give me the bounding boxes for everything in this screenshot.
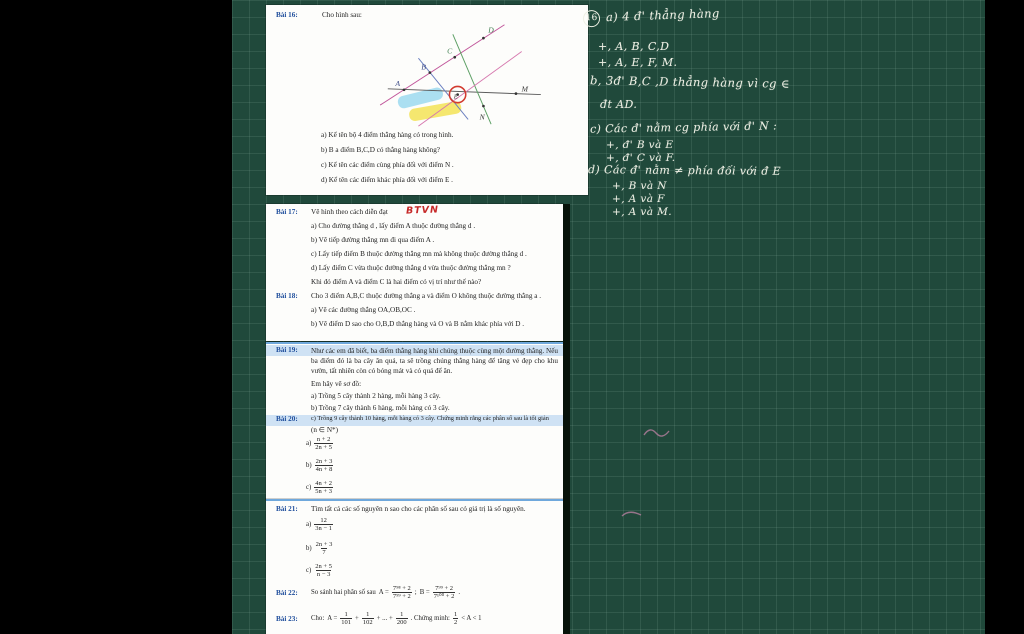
exercise-intro: c) Trồng 9 cây thành 10 hàng, mỗi hàng có 3 cây. Chứng minh rằng các phân số sau là tối giản bbox=[311, 415, 549, 422]
chalk-note: +, B và N bbox=[612, 180, 667, 192]
geometry-figure bbox=[361, 19, 581, 129]
point-label-C: C bbox=[447, 46, 453, 56]
fraction: $\frac{1}{2}$ bbox=[453, 611, 458, 627]
exercise-label: Bài 21: bbox=[276, 505, 298, 513]
exercise-item: d) Lấy điểm C vừa thuộc đường thẳng d vừa thuộc đường thẳng mn ? bbox=[311, 264, 511, 272]
fraction-row bbox=[306, 541, 333, 557]
fraction-row bbox=[306, 458, 333, 474]
chalk-note: +, đ' C và F. bbox=[606, 152, 676, 164]
exercise-item: b) Vẽ tiếp đường thẳng mn đi qua điểm A . bbox=[311, 236, 435, 244]
exercise-intro: Tìm tất cả các số nguyên n sao cho các phân số sau có giá trị là số nguyên. bbox=[311, 505, 526, 513]
worksheet-panel-bai21-23 bbox=[266, 499, 563, 634]
point-B bbox=[429, 71, 432, 74]
letterbox-right bbox=[985, 0, 1024, 634]
fraction: $\frac{2n + 3}{7}$ bbox=[315, 541, 333, 557]
handwritten-btvn: BTVN bbox=[405, 204, 440, 217]
point-D bbox=[482, 37, 485, 40]
fraction: $\frac{2n + 3}{4n + 8}$ bbox=[315, 458, 333, 474]
worksheet-panel-bai16 bbox=[266, 5, 588, 195]
exercise-condition: (n ∈ N*) bbox=[311, 426, 339, 434]
fraction-tag: b) bbox=[306, 462, 312, 470]
exercise-paragraph: Như các em đã biết, ba điểm thẳng hàng khi chúng thuộc cùng một đường thẳng. Nếu ba điểm đó là ba cây ăn quả, ta sẽ trồng chúng thẳng hàng để tăng vẻ đẹp cho khu vườn, tất nhiên còn có bóng mát và có quả để ăn. bbox=[311, 347, 558, 376]
fraction: $\frac{\text{7⁹⁹ + 2}}{\text{7¹⁰⁰ + 2}}$ bbox=[433, 585, 455, 601]
chalk-note: +, A và M. bbox=[612, 206, 673, 218]
fraction: $\frac{2n + 5}{n - 3}$ bbox=[315, 563, 332, 579]
operator: + bbox=[355, 615, 359, 623]
term-label: A = bbox=[378, 589, 389, 597]
point-label-M: M bbox=[521, 84, 529, 94]
worksheet-panel-bai19-20 bbox=[266, 342, 563, 499]
statement: . Chứng minh: bbox=[410, 615, 450, 623]
exercise-item: c) Lấy tiếp điểm B thuộc đường thẳng mn mà không thuộc đường thẳng d . bbox=[311, 250, 527, 258]
chalk-note: +, đ' B và E bbox=[606, 139, 674, 151]
exercise-item: b) Trồng 7 cây thành 6 hàng, mỗi hàng có 3 cây. bbox=[311, 404, 450, 412]
stray-mark bbox=[642, 425, 672, 439]
point-C bbox=[453, 56, 456, 59]
exercise-item: a) Cho đường thẳng d , lấy điểm A thuộc đường thẳng d . bbox=[311, 222, 476, 230]
term-label: A = bbox=[327, 615, 338, 623]
chalk-note: +, A, E, F, M. bbox=[598, 56, 678, 69]
fraction-tag: b) bbox=[306, 545, 312, 553]
exercise-item: c) Kể tên các điểm cùng phía đối với điểm N . bbox=[321, 161, 454, 169]
point-M bbox=[515, 92, 518, 95]
fraction: $\frac{1}{200}$ bbox=[396, 611, 407, 627]
chalk-note: c) Các đ' nằm cg phía với đ' N : bbox=[589, 119, 778, 136]
fraction-row bbox=[306, 436, 333, 452]
exercise-label: Bài 23: bbox=[276, 615, 298, 623]
statement: < A < 1 bbox=[461, 615, 482, 623]
exercise-item: d) Kể tên các điểm khác phía đối với điểm E . bbox=[321, 176, 453, 184]
fraction-row bbox=[306, 517, 333, 533]
stray-mark bbox=[620, 508, 644, 520]
fraction: $\frac{n + 2}{2n + 5}$ bbox=[315, 436, 332, 452]
letterbox-left bbox=[0, 0, 232, 634]
fraction: $\frac{1}{101}$ bbox=[341, 611, 352, 627]
fraction-row bbox=[306, 563, 333, 579]
point-label-N: N bbox=[479, 112, 485, 122]
fraction-tag: a) bbox=[306, 440, 312, 448]
point-N bbox=[482, 105, 485, 108]
point-label-D: D bbox=[488, 25, 494, 35]
exercise-label: Bài 20: bbox=[276, 415, 298, 423]
chalk-note: 16 a) 4 đ' thẳng hàng bbox=[583, 6, 720, 28]
point-label-E: E bbox=[453, 93, 458, 101]
sum-expression bbox=[311, 611, 482, 627]
chalk-note: b, 3đ' B,C ,D thẳng hàng vì cg ∈ bbox=[589, 73, 790, 91]
exercise-label: Bài 16: bbox=[276, 11, 298, 19]
fraction-tag: a) bbox=[306, 521, 312, 529]
fraction: $\frac{1}{102}$ bbox=[362, 611, 373, 627]
point-A bbox=[403, 88, 406, 91]
chalk-note: +, A và F bbox=[612, 193, 665, 205]
period: . bbox=[458, 589, 461, 597]
exercise-sub: Em hãy vẽ sơ đồ: bbox=[311, 380, 362, 388]
exercise-label: Bài 18: bbox=[276, 292, 298, 300]
exercise-label: Bài 22: bbox=[276, 589, 298, 597]
term-label: B = bbox=[419, 589, 430, 597]
operator: + ... + bbox=[376, 615, 393, 623]
circled-number: 16 bbox=[583, 10, 601, 28]
exercise-intro: Cho 3 điểm A,B,C thuộc đường thẳng a và điểm O không thuộc đường thẳng a . bbox=[311, 292, 541, 300]
exercise-item: b) Vẽ điểm D sao cho O,B,D thẳng hàng và O và B nằm khác phía với D . bbox=[311, 320, 525, 328]
exercise-item: a) Trồng 5 cây thành 2 hàng, mỗi hàng 3 cây. bbox=[311, 392, 441, 400]
panel-edge-shadow bbox=[563, 204, 570, 634]
exercise-intro: Cho: bbox=[311, 615, 325, 623]
exercise-intro: So sánh hai phân số sau bbox=[311, 589, 376, 597]
exercise-item: a) Kể tên bộ 4 điểm thẳng hàng có trong hình. bbox=[321, 131, 454, 139]
exercise-item: a) Vẽ các đường thẳng OA,OB,OC . bbox=[311, 306, 416, 314]
exercise-label: Bài 19: bbox=[276, 346, 298, 354]
point-label-A: A bbox=[395, 78, 401, 88]
fraction-tag: c) bbox=[306, 567, 312, 575]
fraction-tag: c) bbox=[306, 484, 312, 492]
worksheet-panel-bai17-18 bbox=[266, 204, 563, 341]
chalkboard-canvas[interactable] bbox=[232, 0, 985, 634]
separator: ; bbox=[414, 589, 417, 597]
chalk-note: d) Các đ' nằm ≠ phía đối với đ E bbox=[587, 163, 782, 178]
fraction: $\frac{\text{7⁹⁸ + 2}}{\text{7⁹⁹ + 2}}$ bbox=[392, 585, 411, 601]
chalk-note: +, A, B, C,D bbox=[598, 40, 670, 53]
point-label-B: B bbox=[421, 62, 426, 72]
fraction: $\frac{4n + 2}{5n + 3}$ bbox=[315, 480, 332, 496]
exercise-intro: Vẽ hình theo cách diễn đạt bbox=[311, 208, 388, 216]
exercise-label: Bài 17: bbox=[276, 208, 298, 216]
exercise-item: Khi đó điểm A và điểm C là hai điểm có vị trí như thế nào? bbox=[311, 278, 482, 286]
fraction-row bbox=[306, 480, 333, 496]
exercise-intro: Cho hình sau: bbox=[322, 11, 362, 19]
fraction: $\frac{12}{3n - 1}$ bbox=[315, 517, 332, 533]
exercise-item: b) B a điểm B,C,D có thẳng hàng không? bbox=[321, 146, 440, 154]
comparison-expression bbox=[311, 585, 460, 601]
chalk-note: đt AD. bbox=[600, 98, 638, 111]
